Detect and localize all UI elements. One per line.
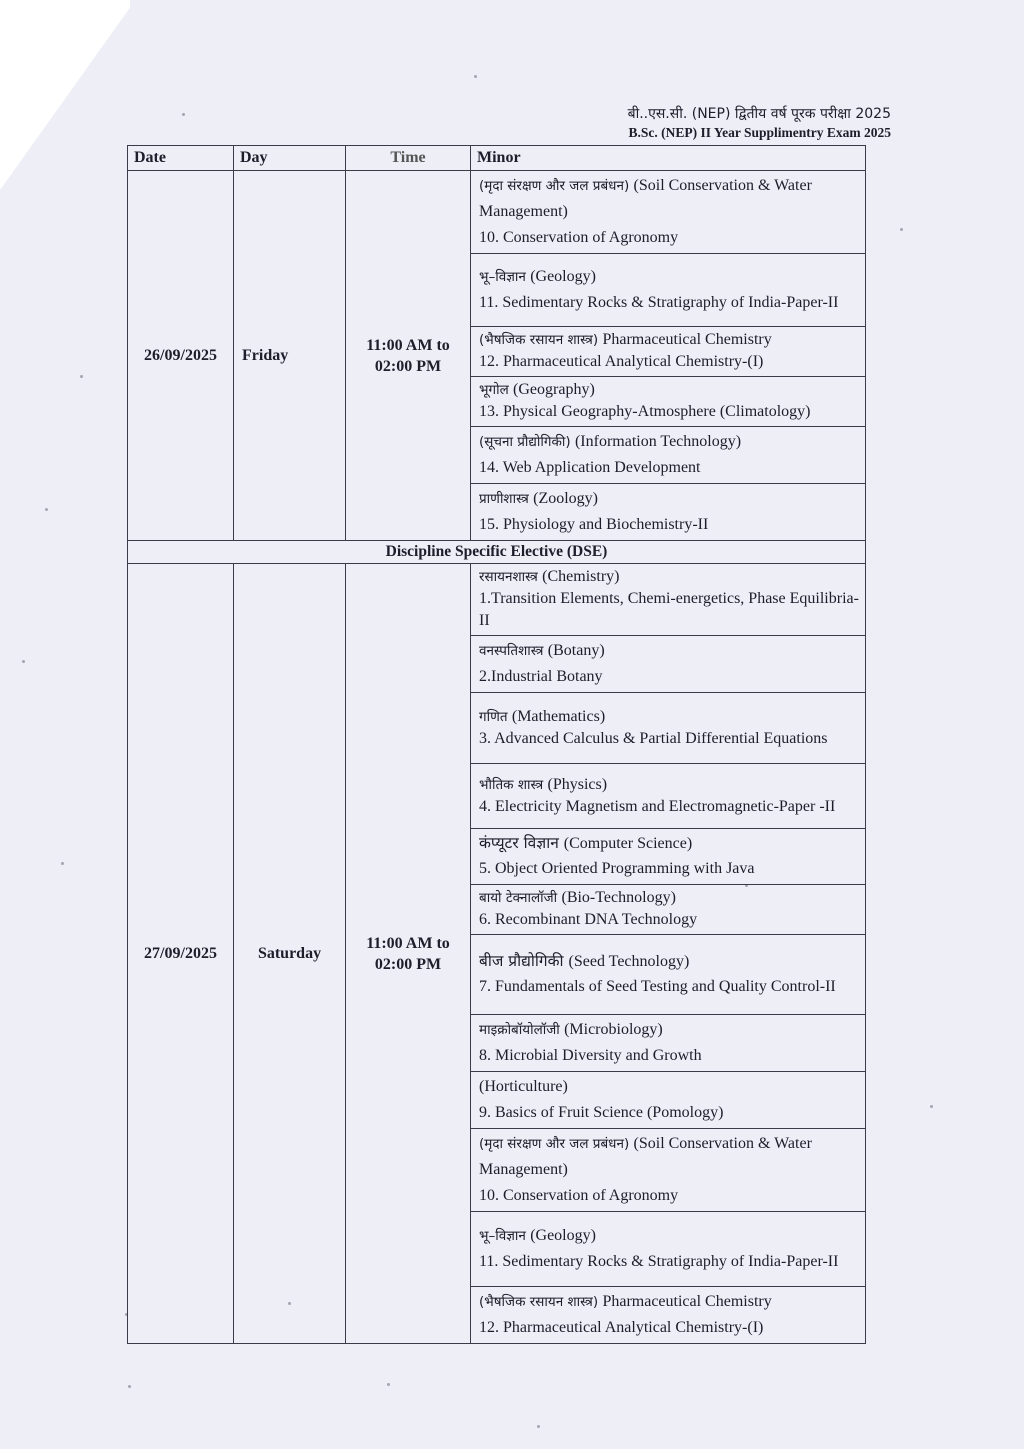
subject-name-hindi: माइक्रोबॉयोलॉजी — [479, 1022, 560, 1038]
exam-day: Friday — [234, 171, 346, 541]
paper-title: 8. Microbial Diversity and Growth — [479, 1047, 702, 1064]
scan-speck — [182, 113, 185, 116]
subject-name-hindi: गणित — [479, 708, 508, 725]
paper-title: 13. Physical Geography-Atmosphere (Climatology) — [479, 403, 811, 420]
subject-name-english: (Botany) — [547, 642, 605, 659]
exam-header — [628, 104, 891, 142]
subject-name-english: (Information Technology) — [574, 433, 742, 450]
scan-speck — [900, 228, 903, 231]
subject-heading — [479, 1017, 859, 1043]
paper-title: 12. Pharmaceutical Analytical Chemistry-(I) — [479, 353, 764, 370]
exam-time-end: 02:00 PM — [374, 357, 442, 375]
subject-cell — [471, 1129, 866, 1212]
subject-name-english: (Chemistry) — [542, 568, 620, 585]
scan-speck — [45, 508, 48, 511]
exam-day: Saturday — [234, 564, 346, 1344]
subject-heading — [479, 831, 859, 856]
paper-title: 10. Conservation of Agronomy — [479, 1187, 679, 1204]
paper-title: 7. Fundamentals of Seed Testing and Quality Control-II — [479, 978, 836, 995]
subject-cell — [471, 254, 866, 327]
subject-name-hindi: (मृदा संरक्षण और जल प्रबंधन) — [479, 178, 630, 194]
subject-name-english: (Physics) — [547, 775, 608, 793]
subject-name-hindi: प्राणीशास्त्र — [479, 491, 529, 507]
subject-heading — [479, 1223, 859, 1249]
subject-cell — [471, 564, 866, 636]
exam-title-english: B.Sc. (NEP) II Year Supplimentry Exam 2025 — [628, 125, 891, 140]
paper-title: 4. Electricity Magnetism and Electromagnetic-Paper -II — [479, 797, 836, 815]
subject-name-hindi: भौतिक शास्त्र — [479, 776, 544, 793]
scan-speck — [80, 375, 83, 378]
subject-name-hindi: भूगोल — [479, 382, 509, 398]
paper-title: 2.Industrial Botany — [479, 668, 603, 685]
scan-speck — [537, 1425, 540, 1428]
subject-cell — [471, 1072, 866, 1129]
exam-timetable — [127, 145, 866, 1344]
subject-name-hindi: भू–विज्ञान — [479, 1228, 526, 1244]
subject-name-hindi: (सूचना प्रौद्योगिकी) — [479, 434, 571, 450]
subject-cell — [471, 935, 866, 1015]
subject-cell — [471, 885, 866, 935]
subject-heading — [479, 264, 859, 290]
subject-heading — [479, 638, 859, 664]
header-row — [128, 146, 866, 171]
paper-title: 6. Recombinant DNA Technology — [479, 911, 698, 928]
paper-title: 10. Conservation of Agronomy — [479, 229, 679, 246]
subject-cell — [471, 764, 866, 829]
exam-time — [346, 564, 471, 1344]
scan-speck — [61, 862, 64, 865]
paper-title: 12. Pharmaceutical Analytical Chemistry-(I) — [479, 1319, 764, 1336]
subject-cell — [471, 693, 866, 764]
exam-time-start: 11:00 AM to — [366, 934, 450, 952]
subject-cell — [471, 1212, 866, 1287]
paper-title: 3. Advanced Calculus & Partial Differential Equations — [479, 729, 828, 747]
subject-cell — [471, 171, 866, 254]
subject-name-english: Pharmaceutical Chemistry — [602, 1293, 772, 1310]
exam-title-hindi: बी..एस.सी. (NEP) द्वितीय वर्ष पूरक परीक्षा 2025 — [627, 106, 891, 122]
header-minor: Minor — [471, 146, 866, 171]
subject-name-hindi: वनस्पतिशास्त्र — [479, 643, 544, 659]
subject-heading — [479, 949, 859, 974]
subject-heading — [479, 774, 859, 796]
subject-cell — [471, 1015, 866, 1072]
subject-heading — [479, 486, 859, 512]
paper-title: 11. Sedimentary Rocks & Stratigraphy of India-Paper-II — [479, 1253, 839, 1270]
subject-name-english: (Geology) — [530, 1227, 596, 1244]
subject-name-english: (Computer Science) — [563, 835, 693, 852]
paper-title: 11. Sedimentary Rocks & Stratigraphy of India-Paper-II — [479, 294, 839, 311]
scan-speck — [22, 660, 25, 663]
subject-name-english: (Bio-Technology) — [561, 889, 676, 906]
subject-name-english: (Mathematics) — [511, 707, 606, 725]
subject-name-english: (Zoology) — [533, 490, 598, 507]
subject-heading — [479, 329, 859, 351]
subject-cell — [471, 1287, 866, 1344]
table-row — [128, 171, 866, 254]
exam-time-end: 02:00 PM — [374, 955, 442, 973]
subject-name-english: (Horticulture) — [479, 1078, 568, 1095]
subject-name-english: (Seed Technology) — [568, 953, 690, 970]
paper-title: 1.Transition Elements, Chemi-energetics, Phase Equilibria-II — [479, 590, 859, 629]
scan-speck — [474, 75, 477, 78]
subject-heading — [479, 1074, 859, 1100]
subject-cell — [471, 829, 866, 885]
page-corner-fold — [0, 0, 130, 190]
paper-title: 9. Basics of Fruit Science (Pomology) — [479, 1104, 724, 1121]
subject-heading — [479, 706, 859, 728]
subject-name-hindi: (मृदा संरक्षण और जल प्रबंधन) — [479, 1136, 630, 1152]
subject-name-hindi: कंप्यूटर विज्ञान — [479, 834, 559, 852]
subject-name-english: (Soil Conservation & Water Management) — [479, 1135, 812, 1178]
exam-time — [346, 171, 471, 541]
table-row — [128, 564, 866, 636]
header-time: Time — [346, 146, 471, 171]
section-row — [128, 541, 866, 564]
subject-name-english: (Geography) — [513, 381, 595, 398]
subject-name-hindi: बायो टेक्नालॉजी — [479, 890, 558, 906]
scan-speck — [128, 1385, 131, 1388]
exam-date: 26/09/2025 — [128, 171, 234, 541]
subject-name-hindi: (भैषजिक रसायन शास्त्र) — [479, 332, 599, 348]
subject-heading — [479, 173, 859, 225]
subject-name-hindi: बीज प्रौद्योगिकी — [479, 952, 564, 970]
paper-title: 15. Physiology and Biochemistry-II — [479, 516, 709, 533]
subject-cell — [471, 327, 866, 377]
subject-name-hindi: रसायनशास्त्र — [479, 569, 538, 585]
subject-cell — [471, 377, 866, 427]
exam-date: 27/09/2025 — [128, 564, 234, 1344]
subject-heading — [479, 566, 859, 588]
subject-name-english: Pharmaceutical Chemistry — [602, 331, 772, 348]
subject-cell — [471, 636, 866, 693]
paper-title: 5. Object Oriented Programming with Java — [479, 860, 755, 877]
subject-cell — [471, 484, 866, 541]
subject-heading — [479, 1289, 859, 1315]
subject-heading — [479, 429, 859, 455]
header-day: Day — [234, 146, 346, 171]
subject-cell — [471, 427, 866, 484]
section-title-dse: Discipline Specific Elective (DSE) — [128, 541, 866, 564]
exam-time-start: 11:00 AM to — [366, 336, 450, 354]
subject-heading — [479, 887, 859, 909]
subject-name-english: (Soil Conservation & Water Management) — [479, 177, 812, 220]
subject-name-english: (Microbiology) — [564, 1021, 663, 1038]
paper-title: 14. Web Application Development — [479, 459, 701, 476]
subject-heading — [479, 379, 859, 401]
subject-name-english: (Geology) — [530, 268, 596, 285]
scan-speck — [387, 1383, 390, 1386]
subject-heading — [479, 1131, 859, 1183]
header-date: Date — [128, 146, 234, 171]
subject-name-hindi: (भैषजिक रसायन शास्त्र) — [479, 1294, 599, 1310]
scan-speck — [930, 1105, 933, 1108]
subject-name-hindi: भू–विज्ञान — [479, 269, 526, 285]
